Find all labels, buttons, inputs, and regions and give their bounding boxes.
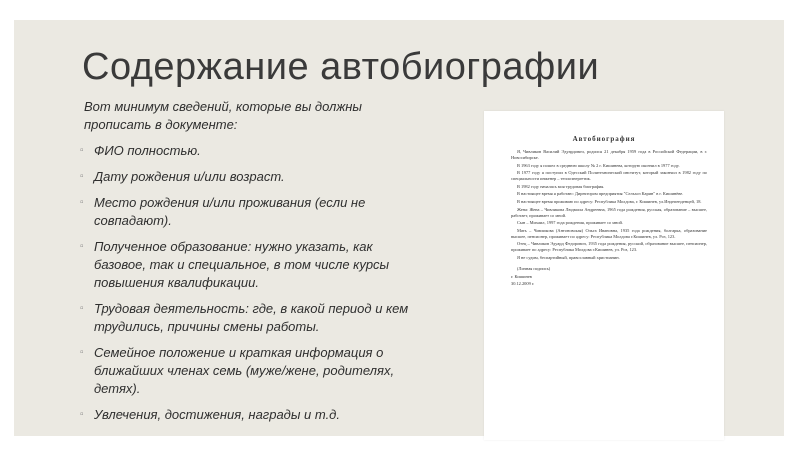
document-paragraph: В 1982 году началась моя трудовая биография. xyxy=(517,183,605,189)
document-paragraph: Я, Чивликов Василий Эдуардович, родился 21 декабря 1959 года в Российской Федерации, в г. Новосибирске. xyxy=(511,149,707,160)
document-paragraph: Мать – Чивликова (Антоновская) Ольга Ивановна, 1935 года рождения, болгарка, образование высшее, пенсионер, проживает по адресу: Республика Молдова г.Кишинев, ул. Роз, 123. xyxy=(511,227,707,239)
document-date: 30.12.2009 г. xyxy=(511,281,535,287)
list-item: ▫ ФИО полностью. xyxy=(84,142,424,160)
list-item: ▫ Трудовая деятельность: где, в какой период и кем трудились, причины смены работы. xyxy=(84,300,424,336)
document-paragraph: В 1963 году я пошел в среднюю школу № 2 г. Кишинева, которую окончил в 1977 году. xyxy=(517,162,680,168)
list-item: ▫ Полученное образование: нужно указать, как базовое, так и специальное, в том числе курсы повышения квалификации. xyxy=(84,238,424,292)
document-paragraph: Сын – Михаил, 1997 года рождения, проживает со мной. xyxy=(517,220,623,226)
document-signature: (Личная подпись) xyxy=(517,265,551,271)
document-body xyxy=(511,149,707,289)
intro-text: Вот минимум сведений, которые вы должны прописать в документе: xyxy=(84,99,363,132)
list-item: ▫ Место рождения и/или проживания (если не совпадают). xyxy=(84,194,424,230)
slide xyxy=(14,20,784,436)
list-item: ▫ Дату рождения и/или возраст. xyxy=(84,168,424,186)
slide-content xyxy=(84,98,424,432)
slide-title: Содержание автобиографии xyxy=(82,46,600,88)
list-item: ▫ Увлечения, достижения, награды и т.д. xyxy=(84,406,424,424)
document-paragraph: В настоящее время проживаю по адресу: Республика Молдова, г. Кишинев, ул.Индепенденцей, 18. xyxy=(517,198,702,204)
list-item: ▫ Семейное положение и краткая информация о ближайших членах семь (муже/жене, родителях, детях). xyxy=(84,344,424,398)
document-paragraph: Я не судим, беспартийный, православный христианин. xyxy=(517,254,620,260)
autobiography-document-preview xyxy=(484,111,724,440)
document-paragraph: Жена: Жена – Чивликова Людмила Андреевна, 1965 года рождения, русская, образование – высшее, работает, проживает со мной. xyxy=(511,206,707,218)
document-title: Автобиография xyxy=(572,135,636,143)
document-paragraph: Отец – Чивликов Эдуард Федорович, 1935 года рождения, русский, образование высшее, пенсионер, проживает по адресу: Республика Молдова г.Кишинев, ул. Роз, 123. xyxy=(511,241,707,253)
document-paragraph: В настоящее время я работаю: Директором предприятия "Сельхоз Карин" в г. Кишинёве. xyxy=(517,191,684,197)
requirements-list xyxy=(84,142,424,424)
document-paragraph: В 1977 году я поступил в Одесский Политехнический институт, который закончил в 1982 году по специальности инженер – теплоэнергетик. xyxy=(511,170,707,182)
document-city: г. Кишинев xyxy=(511,273,532,279)
